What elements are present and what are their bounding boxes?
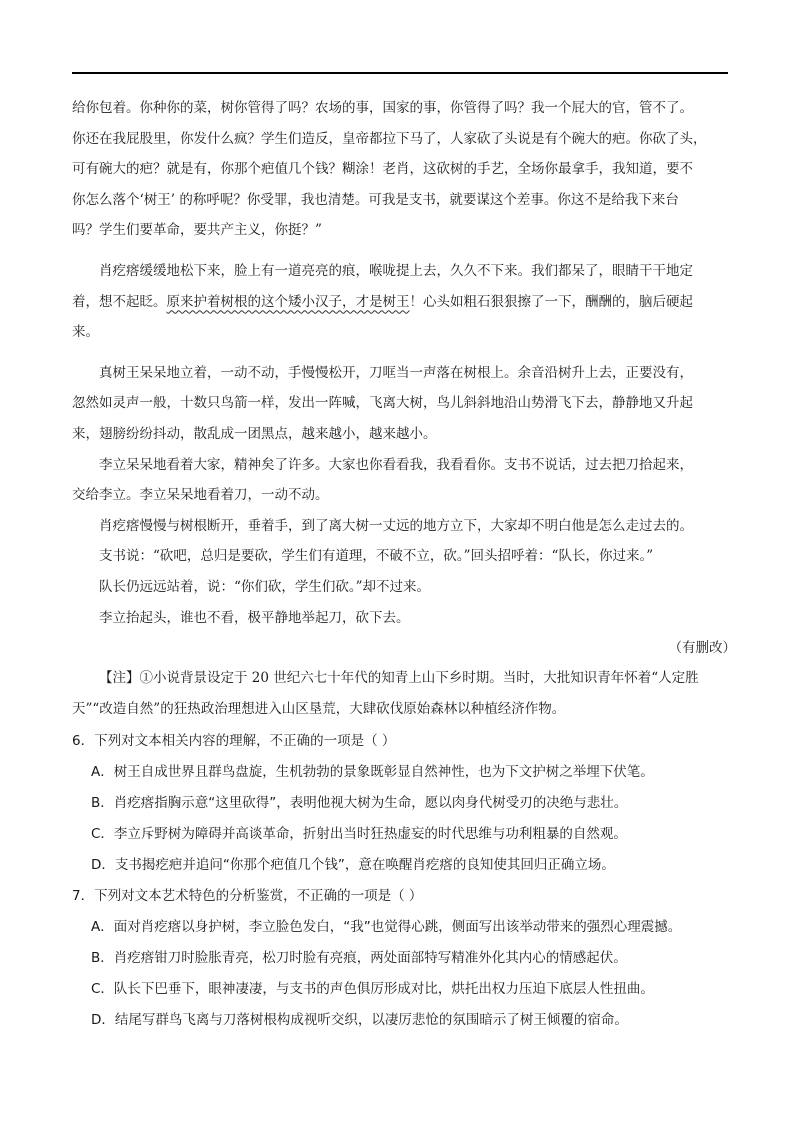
option-d: D．结尾写群鸟飞离与刀落树根构成视听交织，以凄厉悲怆的氛围暗示了树王倾覆的宿命。	[91, 1012, 628, 1028]
story-line: 李立抬起头，谁也不看，极平静地举起刀，砍下去。	[99, 609, 410, 626]
story-line: 来，翅膀纷纷抖动，散乱成一团黑点，越来越小，越来越小。	[72, 425, 437, 442]
story-fragment: ！心头如粗石狠狠擦了一下，酬酬的，脑后硬起	[409, 293, 693, 310]
story-line: 可有碗大的疤？就是有，你那个疤值几个钱？糊涂！老肖，这砍树的手艺，全场你最拿手，我知道，要不	[72, 161, 693, 178]
story-line: 真树王呆呆地立着，一动不动，手慢慢松开，刀哐当一声落在树根上。余音沿树升上去，正要没有，	[99, 364, 693, 381]
story-line-with-underline	[72, 287, 736, 318]
source-note: （有删改）	[668, 640, 736, 656]
story-line: 李立呆呆地看着大家，精神矣了许多。大家也你看看我，我看看你。支书不说话，过去把刀拾起来，	[99, 456, 693, 473]
story-line: 你怎么落个‘树王’ 的称呼呢？你受罪，我也清楚。可我是支书，就要谋这个差事。你这不是给我下来台	[72, 191, 679, 208]
story-fragment: 着，想不起眨。	[72, 293, 167, 310]
story-line: 给你包着。你种你的菜，树你管得了吗？农场的事，国家的事，你管得了吗？我一个屁大的官，管不了。	[72, 100, 693, 116]
story-line: 队长仍远远站着，说：“你们砍，学生们砍。”却不过来。	[99, 578, 431, 595]
story-line: 你还在我屁股里，你发什么疯？学生们造反，皇帝都拉下马了，人家砍了头说是有个碗大的疤。你砍了头，	[72, 130, 707, 147]
wavy-underlined-sentence: 原来护着树根的这个矮小汉子，才是树王	[166, 293, 410, 310]
story-line: 忽然如灵声一般，十数只鸟箭一样，发出一阵喊，飞离大树，鸟儿斜斜地沿山势滑飞下去，静静地又升起	[72, 395, 693, 412]
option-a: A．面对肖疙瘩以身护树，李立脸色发白，“我”也觉得心跳，侧面写出该举动带来的强烈心理震撼。	[91, 919, 682, 935]
story-text	[72, 93, 736, 633]
story-line: 来。	[72, 324, 99, 341]
question-stem: 6．下列对文本相关内容的理解，不正确的一项是（ ）	[72, 733, 396, 749]
option-c: C．李立斥野树为障碍并高谈革命，折射出当时狂热虚妄的时代思维与功利粗暴的自然观。	[91, 826, 627, 842]
option-d: D．支书揭疙疤并追问“你那个疤值几个钱”，意在唤醒肖疙瘩的良知使其回归正确立场。	[91, 857, 615, 873]
footnote	[72, 663, 736, 725]
story-line: 肖疙瘩慢慢与树根断开，垂着手，到了离大树一丈远的地方立下，大家却不明白他是怎么走过去的。	[99, 517, 693, 534]
story-line: 支书说：“砍吧，总归是要砍，学生们有道理，不破不立，砍。”回头招呼着：“队长，你过来。”	[99, 548, 654, 565]
option-c: C．队长下巴垂下，眼神凄凄，与支书的声色俱厉形成对比，烘托出权力压迫下底层人性扭曲。	[91, 981, 654, 997]
header-rule	[72, 72, 728, 74]
option-b: B．肖疙瘩指胸示意“这里砍得”，表明他视大树为生命，愿以肉身代树受刃的决绝与悲壮。	[91, 795, 628, 811]
footnote-line: 【注】①小说背景设定于 20 世纪六七十年代的知青上山下乡时期。当时，大批知识青年怀着“人定胜	[99, 670, 699, 686]
story-line: 交给李立。李立呆呆地看着刀，一动不动。	[72, 487, 329, 504]
option-b: B．肖疙瘩钳刀时脸胀青亮，松刀时脸有亮痕，两处面部特写精准外化其内心的情感起伏。	[91, 950, 627, 966]
story-line: 肖疙瘩缓缓地松下来，脸上有一道亮亮的痕，喉咙提上去，久久不下来。我们都呆了，眼睛干干地定	[99, 262, 693, 279]
option-a: A．树王自成世界且群鸟盘旋，生机勃勃的景象既彰显自然神性，也为下文护树之举埋下伏笔。	[91, 764, 654, 780]
questions	[72, 731, 736, 1030]
footnote-line: 天”“改造自然”的狂热政治理想进入山区垦荒，大肆砍伐原始森林以种植经济作物。	[72, 701, 566, 717]
question-stem: 7．下列对文本艺术特色的分析鉴赏，不正确的一项是（ ）	[72, 888, 423, 904]
story-line: 吗？学生们要革命，要共产主义，你挺？”	[72, 222, 322, 239]
